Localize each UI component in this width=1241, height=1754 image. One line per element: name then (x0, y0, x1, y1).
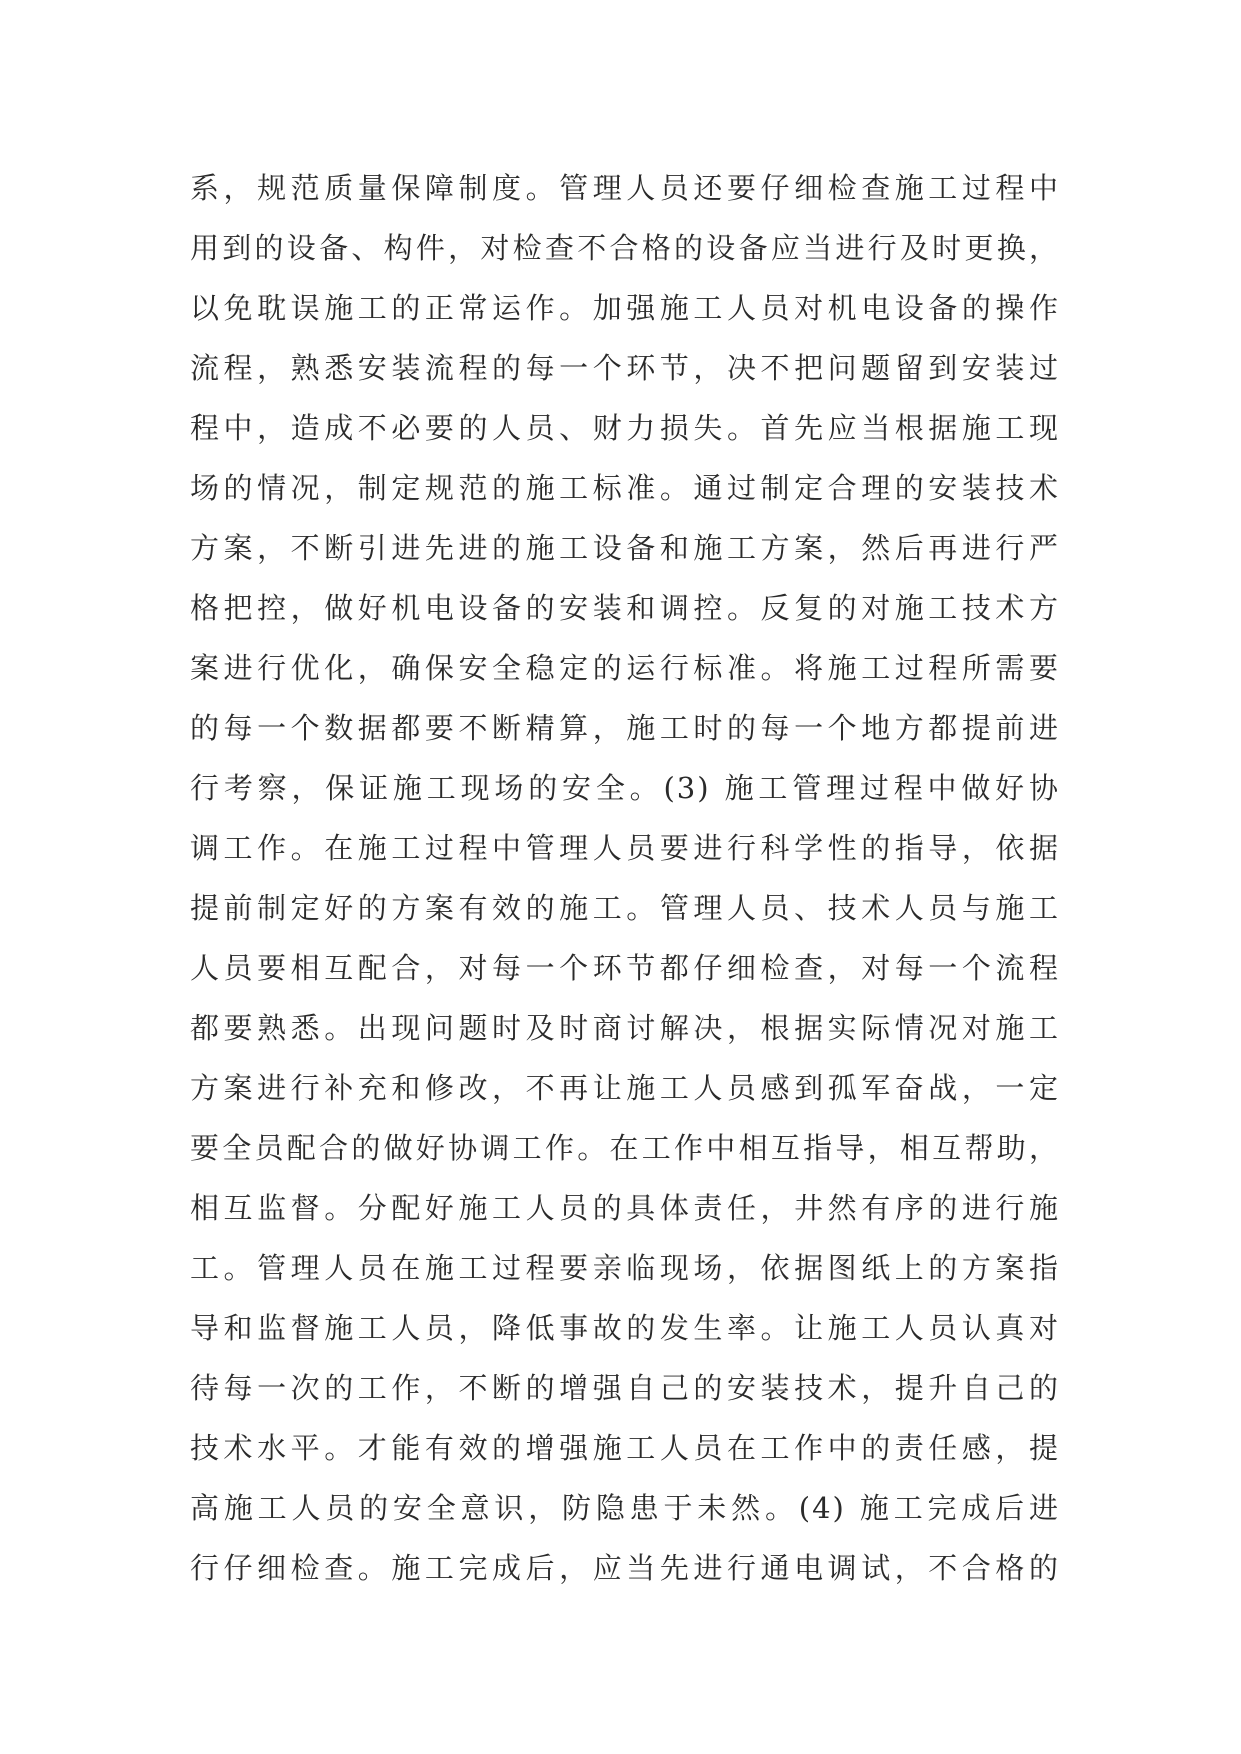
text-line: 系，规范质量保障制度。管理人员还要仔细检查施工过程中 (190, 171, 1060, 205)
text-line: 人员要相互配合，对每一个环节都仔细检查，对每一个流程 (190, 951, 1060, 985)
text-line: 用到的设备、构件，对检查不合格的设备应当进行及时更换， (190, 231, 1060, 265)
text-line: 行考察，保证施工现场的安全。(3) 施工管理过程中做好协 (190, 771, 1060, 805)
text-line: 调工作。在施工过程中管理人员要进行科学性的指导，依据 (190, 831, 1060, 865)
text-line: 工。管理人员在施工过程要亲临现场，依据图纸上的方案指 (190, 1251, 1060, 1285)
text-line: 待每一次的工作，不断的增强自己的安装技术，提升自己的 (190, 1371, 1060, 1405)
text-line: 格把控，做好机电设备的安装和调控。反复的对施工技术方 (190, 591, 1060, 625)
text-line: 高施工人员的安全意识，防隐患于未然。(4) 施工完成后进 (190, 1491, 1060, 1525)
text-line: 程中，造成不必要的人员、财力损失。首先应当根据施工现 (190, 411, 1060, 445)
text-line: 方案进行补充和修改，不再让施工人员感到孤军奋战，一定 (190, 1071, 1060, 1105)
text-line: 案进行优化，确保安全稳定的运行标准。将施工过程所需要 (190, 651, 1060, 685)
text-line: 都要熟悉。出现问题时及时商讨解决，根据实际情况对施工 (190, 1011, 1060, 1045)
text-line: 的每一个数据都要不断精算，施工时的每一个地方都提前进 (190, 711, 1060, 745)
text-line: 导和监督施工人员，降低事故的发生率。让施工人员认真对 (190, 1311, 1060, 1345)
text-line: 提前制定好的方案有效的施工。管理人员、技术人员与施工 (190, 891, 1060, 925)
text-line: 要全员配合的做好协调工作。在工作中相互指导，相互帮助， (190, 1131, 1060, 1165)
text-line: 技术水平。才能有效的增强施工人员在工作中的责任感，提 (190, 1431, 1060, 1465)
text-line: 方案，不断引进先进的施工设备和施工方案，然后再进行严 (190, 531, 1060, 565)
text-line: 相互监督。分配好施工人员的具体责任，井然有序的进行施 (190, 1191, 1060, 1225)
text-line: 场的情况，制定规范的施工标准。通过制定合理的安装技术 (190, 471, 1060, 505)
text-line: 以免耽误施工的正常运作。加强施工人员对机电设备的操作 (190, 291, 1060, 325)
text-line: 行仔细检查。施工完成后，应当先进行通电调试，不合格的 (190, 1551, 1060, 1585)
text-line: 流程，熟悉安装流程的每一个环节，决不把问题留到安装过 (190, 351, 1060, 385)
body-paragraph (190, 158, 1060, 1598)
